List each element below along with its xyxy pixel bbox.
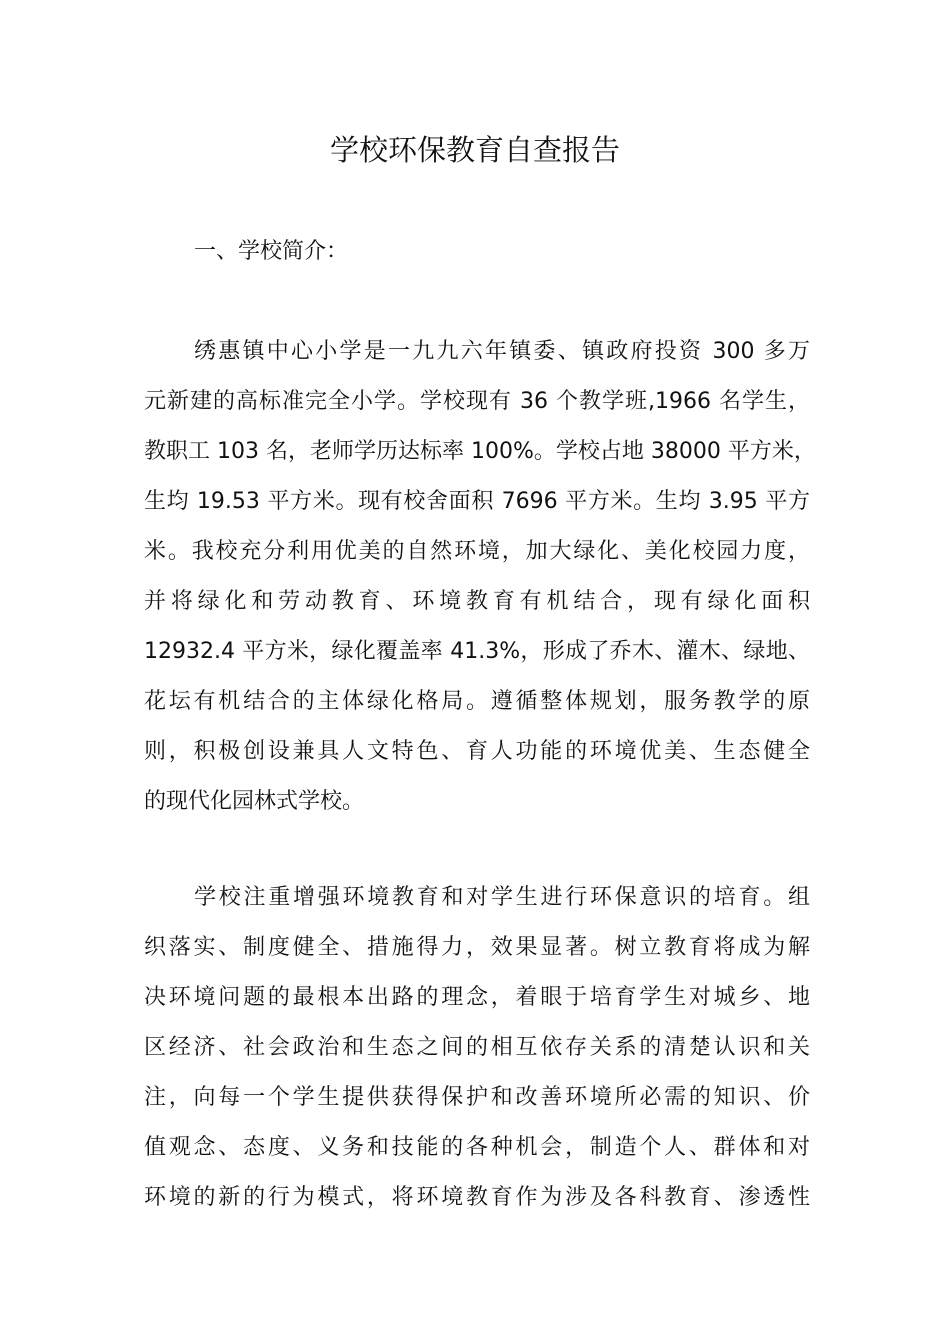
paragraph-line: 生均 19.53 平方米。现有校舍面积 7696 平方米。生均 3.95 平方 <box>144 489 810 514</box>
section-heading: 一、学校简介： <box>194 239 349 264</box>
paragraph-line: 学校注重增强环境教育和对学生进行环保意识的培育。组 <box>194 885 810 910</box>
paragraph-environmental-education <box>144 873 810 1223</box>
paragraph-line: 值观念、态度、义务和技能的各种机会，制造个人、群体和对 <box>144 1135 810 1160</box>
paragraph-line: 绣惠镇中心小学是一九九六年镇委、镇政府投资 300 多万 <box>194 339 810 364</box>
paragraph-line: 米。我校充分利用优美的自然环境，加大绿化、美化校园力度， <box>144 539 810 564</box>
paragraph-line: 并将绿化和劳动教育、环境教育有机结合，现有绿化面积 <box>144 589 810 614</box>
paragraph-school-intro <box>144 327 816 827</box>
paragraph-line: 则，积极创设兼具人文特色、育人功能的环境优美、生态健全 <box>144 739 810 764</box>
paragraph-line: 12932.4 平方米，绿化覆盖率 41.3%，形成了乔木、灌木、绿地、 <box>144 639 810 664</box>
paragraph-line: 教职工 103 名，老师学历达标率 100%。学校占地 38000 平方米， <box>144 439 816 464</box>
paragraph-line: 的现代化园林式学校。 <box>144 789 365 814</box>
paragraph-line: 环境的新的行为模式，将环境教育作为涉及各科教育、渗透性 <box>144 1185 810 1210</box>
paragraph-line: 花坛有机结合的主体绿化格局。遵循整体规划，服务教学的原 <box>144 689 810 714</box>
document-title: 学校环保教育自查报告 <box>329 133 620 167</box>
paragraph-line: 织落实、制度健全、措施得力，效果显著。树立教育将成为解 <box>144 935 810 960</box>
paragraph-line: 决环境问题的最根本出路的理念，着眼于培育学生对城乡、地 <box>144 985 810 1010</box>
paragraph-line: 元新建的高标准完全小学。学校现有 36 个教学班,1966 名学生， <box>144 389 810 414</box>
paragraph-line: 注，向每一个学生提供获得保护和改善环境所必需的知识、价 <box>144 1085 810 1110</box>
paragraph-line: 区经济、社会政治和生态之间的相互依存关系的清楚认识和关 <box>144 1035 810 1060</box>
